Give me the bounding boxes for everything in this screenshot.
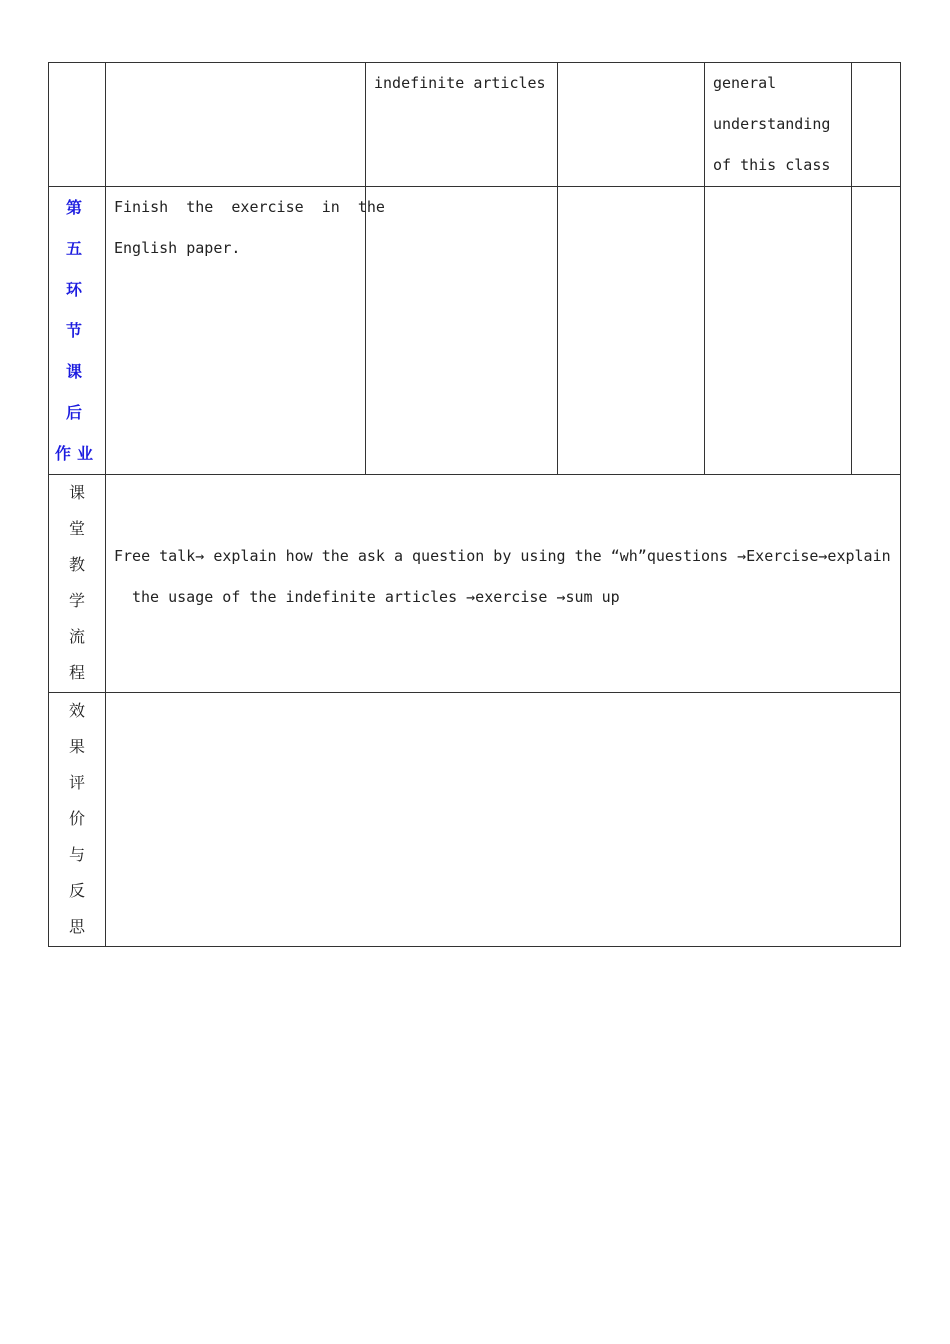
homework-label-line: 环 节: [65, 280, 88, 340]
table-row-reflection: [49, 693, 901, 947]
class-flow-label-char: 程: [68, 663, 85, 682]
homework-label-line: 课 后: [65, 362, 88, 422]
row1-col4-cell: [558, 63, 705, 187]
reflection-label: [49, 693, 105, 945]
class-flow-label-char: 堂: [68, 519, 85, 538]
reflection-label-char: 效: [68, 701, 85, 720]
reflection-label-char: 反: [68, 881, 85, 900]
class-flow-label-char: 学: [68, 591, 85, 610]
table-row-class-flow: [49, 475, 901, 693]
homework-col5-cell: [705, 187, 852, 475]
homework-label-line: 第 五: [65, 198, 88, 258]
reflection-label-char: 价: [68, 809, 85, 828]
class-flow-label-char: 课: [68, 483, 85, 502]
homework-label-cell: [49, 187, 106, 475]
homework-text-line2: English paper.: [114, 239, 241, 257]
homework-label: [49, 187, 105, 474]
row1-label-cell: [49, 63, 106, 187]
table-row-homework: [49, 187, 901, 475]
reflection-label-cell: [49, 693, 106, 947]
homework-col4-cell: [558, 187, 705, 475]
table-row-continued: [49, 63, 901, 187]
row1-col5-line: understanding: [713, 115, 831, 133]
class-flow-label-char: 教: [68, 555, 85, 574]
homework-col6-cell: [852, 187, 901, 475]
class-flow-line1: Free talk→ explain how the ask a question by using the “wh”questions →Exercise→explain: [114, 547, 891, 565]
class-flow-label-char: 流: [68, 627, 85, 646]
class-flow-line2: the usage of the indefinite articles →exercise →sum up: [132, 588, 620, 606]
homework-label-line: 作业: [54, 444, 99, 463]
homework-text-line1: Finish the exercise in the: [114, 198, 385, 216]
reflection-label-char: 果: [68, 737, 85, 756]
row1-col5-line: of this class: [713, 156, 831, 174]
row1-col5-line: general: [713, 74, 777, 92]
row1-col6-cell: [852, 63, 901, 187]
row1-col5-cell: [705, 63, 852, 187]
class-flow-content-cell: [106, 475, 901, 693]
row1-col3-cell: [366, 63, 558, 187]
reflection-label-char: 思: [68, 917, 85, 936]
reflection-label-char: 评: [68, 773, 85, 792]
reflection-label-char: 与: [68, 845, 85, 864]
homework-col3-cell: [366, 187, 558, 475]
row1-content-cell: [106, 63, 366, 187]
row1-col3-text: indefinite articles: [374, 74, 546, 92]
homework-content-cell: [106, 187, 385, 475]
class-flow-label-cell: [49, 475, 106, 693]
lesson-plan-table: [48, 62, 901, 947]
reflection-content-cell: [106, 693, 901, 947]
class-flow-label: [49, 475, 105, 691]
